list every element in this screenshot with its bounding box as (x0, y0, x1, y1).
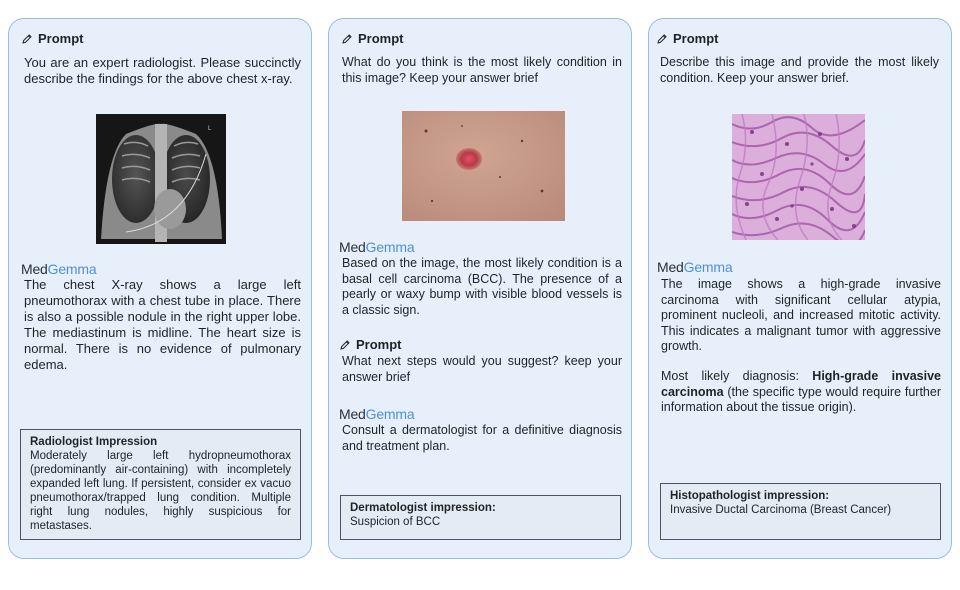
impression-text: Moderately large left hydropneumothorax (predominantly air-containing) with incompletely expanded left lung. If persistent, consider ex vacuo pneumothorax/trapped lung condition. Multiple right lung nodules, highly suspicious for metastases. (30, 450, 291, 532)
medgemma-logo: MedGemma (21, 261, 97, 277)
chest-xray-image (96, 114, 226, 244)
followup-prompt-header (339, 337, 402, 352)
dermatologist-impression-box (340, 495, 621, 540)
prompt-header (21, 31, 84, 46)
pencil-icon (656, 33, 668, 45)
pencil-icon (21, 33, 33, 45)
skin-lesion-image (402, 111, 565, 221)
impression-title: Dermatologist impression: (350, 502, 496, 514)
prompt-text: You are an expert radiologist. Please succinctly describe the findings for the above chest x-ray. (24, 55, 301, 86)
model-response: The image shows a high-grade invasive carcinoma with significant cellular atypia, prominent nucleoli, and increased mitotic activity. This indicates a malignant tumor with aggressive growth. (661, 277, 941, 353)
prompt-header (341, 31, 404, 46)
medgemma-logo: MedGemma (657, 259, 733, 275)
followup-prompt-text: What next steps would you suggest? keep your answer brief (342, 354, 622, 384)
prompt-label: Prompt (38, 31, 84, 46)
histopathologist-impression-box (660, 483, 941, 540)
medgemma-logo: MedGemma (339, 406, 415, 422)
radiologist-impression-box (20, 429, 301, 540)
diagnosis-bold: High-grade invasive carcinoma (661, 369, 941, 399)
followup-response: Consult a dermatologist for a definitive diagnosis and treatment plan. (342, 423, 622, 453)
radiology-card (8, 18, 312, 559)
prompt-label: Prompt (673, 31, 719, 46)
prompt-label: Prompt (356, 337, 402, 352)
impression-text: Invasive Ductal Carcinoma (Breast Cancer) (670, 504, 892, 516)
dermatology-card (328, 18, 632, 559)
impression-title: Radiologist Impression (30, 436, 158, 448)
prompt-text: What do you think is the most likely condition in this image? Keep your answer brief (342, 55, 622, 85)
svg-text:L: L (208, 126, 212, 132)
pencil-icon (341, 33, 353, 45)
impression-text: Suspicion of BCC (350, 516, 441, 528)
prompt-label: Prompt (358, 31, 404, 46)
histopathology-card (648, 18, 952, 559)
diagnosis-text: Most likely diagnosis: High-grade invasive carcinoma (the specific type would require further information about the tissue origin). (661, 369, 941, 414)
medgemma-logo: MedGemma (339, 239, 415, 255)
model-response: Based on the image, the most likely condition is a basal cell carcinoma (BCC). The presence of a pearly or waxy bump with visible blood vessels is a classic sign. (342, 256, 622, 317)
model-response: The chest X-ray shows a large left pneumothorax with a chest tube in place. There is also a possible nodule in the right upper lobe. The mediastinum is midline. The heart size is normal. There is no evidence of pulmonary edema. (24, 277, 301, 372)
prompt-text: Describe this image and provide the most likely condition. Keep your answer brief. (660, 55, 939, 85)
prompt-header (656, 31, 719, 46)
pencil-icon (339, 339, 351, 351)
histology-image (732, 114, 865, 240)
impression-title: Histopathologist impression: (670, 490, 830, 502)
